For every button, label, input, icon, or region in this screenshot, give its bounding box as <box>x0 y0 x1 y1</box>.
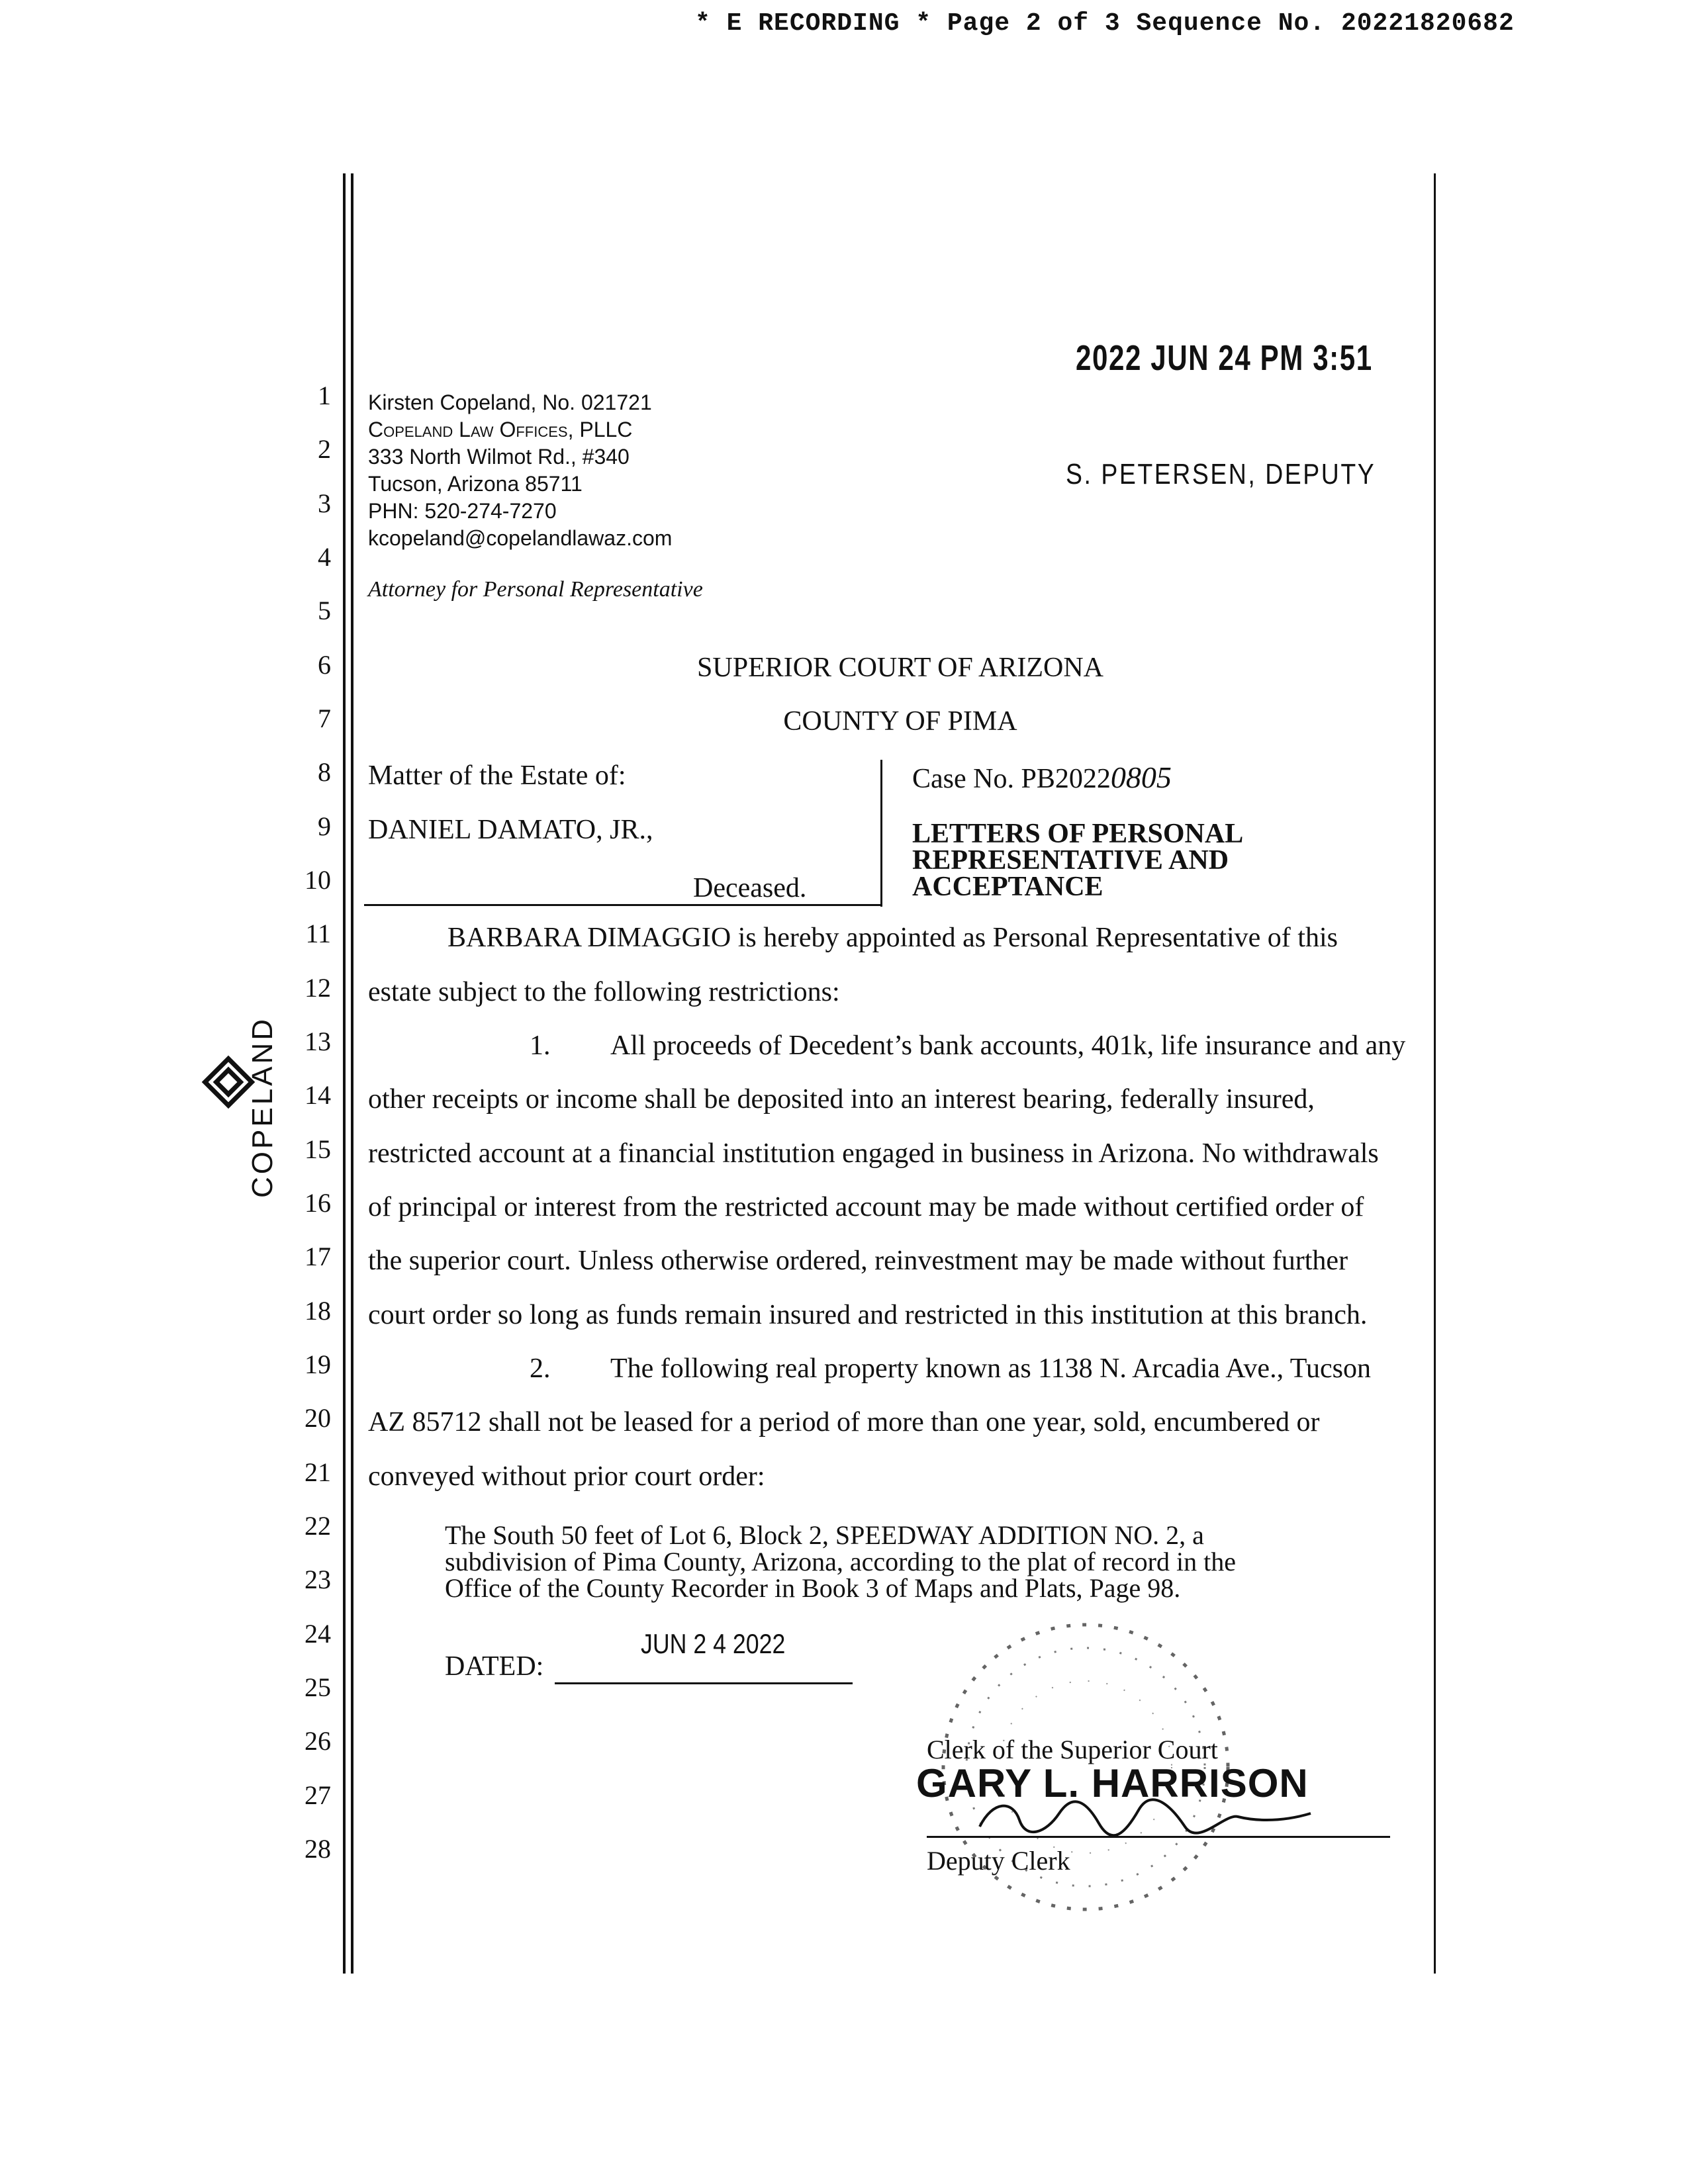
line-number: 25 <box>305 1672 331 1702</box>
court-county: COUNTY OF PIMA <box>783 706 1017 737</box>
attorney-email: kcopeland@copelandlawaz.com <box>368 526 673 550</box>
line-number: 10 <box>305 865 331 895</box>
line-number: 19 <box>305 1349 331 1379</box>
left-margin-line-outer <box>343 173 346 1974</box>
line-number: 23 <box>305 1565 331 1594</box>
deputy-signature <box>973 1787 1317 1840</box>
document-title <box>912 821 1243 900</box>
line-number: 20 <box>305 1403 331 1433</box>
document-title-line2: REPRESENTATIVE AND <box>912 845 1229 876</box>
line-number: 13 <box>305 1026 331 1056</box>
line-number: 2 <box>318 434 331 464</box>
body-line-17: the superior court. Unless otherwise ordered, reinvestment may be made without further <box>368 1246 1348 1276</box>
body-line-21: conveyed without prior court order: <box>368 1461 765 1492</box>
line-number: 6 <box>318 650 331 680</box>
deputy-clerk-label: Deputy Clerk <box>927 1846 1070 1876</box>
line-number: 27 <box>305 1780 331 1810</box>
legal-description-line2: subdivision of Pima County, Arizona, according to the plat of record in the <box>445 1547 1236 1576</box>
body-line-14: other receipts or income shall be deposited into an interest bearing, federally insured, <box>368 1084 1315 1115</box>
line-number: 24 <box>305 1619 331 1649</box>
body-line-12: estate subject to the following restrictions: <box>368 977 840 1007</box>
legal-description-line1: The South 50 feet of Lot 6, Block 2, SPEEDWAY ADDITION NO. 2, a <box>445 1520 1204 1550</box>
dated-signature-line <box>555 1682 853 1684</box>
dated-value-stamp: JUN 2 4 2022 <box>641 1628 786 1659</box>
legal-description-line3: Office of the County Recorder in Book 3 of Maps and Plats, Page 98. <box>445 1573 1181 1603</box>
right-margin-line <box>1434 173 1436 1974</box>
line-number: 8 <box>318 757 331 787</box>
caption-underline <box>364 904 880 906</box>
line-number: 17 <box>305 1242 331 1271</box>
attorney-phone: PHN: 520-274-7270 <box>368 499 557 523</box>
body-line-11: BARBARA DIMAGGIO is hereby appointed as Personal Representative of this <box>447 923 1338 953</box>
line-number: 22 <box>305 1511 331 1541</box>
body-line-16: of principal or interest from the restricted account may be made without certified order of <box>368 1192 1364 1222</box>
filing-stamp-deputy: S. PETERSEN, DEPUTY <box>1066 458 1376 490</box>
attorney-block <box>368 389 672 552</box>
body-line-15: restricted account at a financial institution engaged in business in Arizona. No withdrawals <box>368 1138 1379 1169</box>
body-line-18: court order so long as funds remain insured and restricted in this institution at this branch. <box>368 1300 1368 1330</box>
item-2-number: 2. <box>530 1353 551 1384</box>
body-line-13: All proceeds of Decedent’s bank accounts, 401k, life insurance and any <box>610 1030 1406 1061</box>
line-number: 16 <box>305 1188 331 1218</box>
recording-header: * E RECORDING * Page 2 of 3 Sequence No. 20221820682 <box>695 9 1515 38</box>
caption-decedent: DANIEL DAMATO, JR., <box>368 815 653 845</box>
clerk-name: GARY L. HARRISON <box>916 1761 1309 1805</box>
line-number: 14 <box>305 1080 331 1110</box>
line-number: 9 <box>318 811 331 841</box>
attorney-name-bar: Kirsten Copeland, No. 021721 <box>368 390 652 414</box>
left-margin-line-inner <box>351 173 353 1974</box>
line-number: 5 <box>318 596 331 625</box>
line-number: 26 <box>305 1726 331 1756</box>
attorney-role: Attorney for Personal Representative <box>368 577 703 602</box>
document-title-line1: LETTERS OF PERSONAL <box>912 819 1244 849</box>
line-number: 3 <box>318 488 331 518</box>
line-number: 11 <box>305 919 331 948</box>
caption-deceased: Deceased. <box>693 873 807 903</box>
deputy-signature-line <box>927 1836 1390 1838</box>
copeland-logo-text: COPELAND <box>246 1016 279 1198</box>
legal-description <box>445 1522 1236 1602</box>
case-number <box>912 760 1172 795</box>
line-number: 1 <box>318 381 331 410</box>
body-line-20: AZ 85712 shall not be leased for a period of more than one year, sold, encumbered or <box>368 1407 1320 1437</box>
attorney-address-line2: Tucson, Arizona 85711 <box>368 472 583 496</box>
line-number: 12 <box>305 973 331 1003</box>
document-title-line3: ACCEPTANCE <box>912 872 1103 902</box>
line-number: 21 <box>305 1457 331 1487</box>
line-number: 15 <box>305 1134 331 1164</box>
attorney-firm: Copeland Law Offices, PLLC <box>368 418 633 441</box>
line-number: 4 <box>318 542 331 572</box>
line-number: 7 <box>318 704 331 733</box>
line-number: 18 <box>305 1296 331 1326</box>
court-name: SUPERIOR COURT OF ARIZONA <box>697 653 1103 683</box>
body-line-19: The following real property known as 1138 N. Arcadia Ave., Tucson <box>610 1353 1371 1384</box>
case-number-printed: Case No. PB2022 <box>912 764 1111 794</box>
caption-divider <box>880 760 882 907</box>
caption-matter: Matter of the Estate of: <box>368 760 626 791</box>
attorney-address-line1: 333 North Wilmot Rd., #340 <box>368 445 630 469</box>
filing-stamp-date: 2022 JUN 24 PM 3:51 <box>1076 338 1373 378</box>
clerk-title: Clerk of the Superior Court <box>927 1735 1218 1764</box>
item-1-number: 1. <box>530 1030 551 1061</box>
deputy-signature-icon <box>973 1787 1317 1840</box>
line-number: 28 <box>305 1834 331 1864</box>
dated-label: DATED: <box>445 1651 544 1682</box>
case-number-handwritten: 0805 <box>1110 760 1172 794</box>
